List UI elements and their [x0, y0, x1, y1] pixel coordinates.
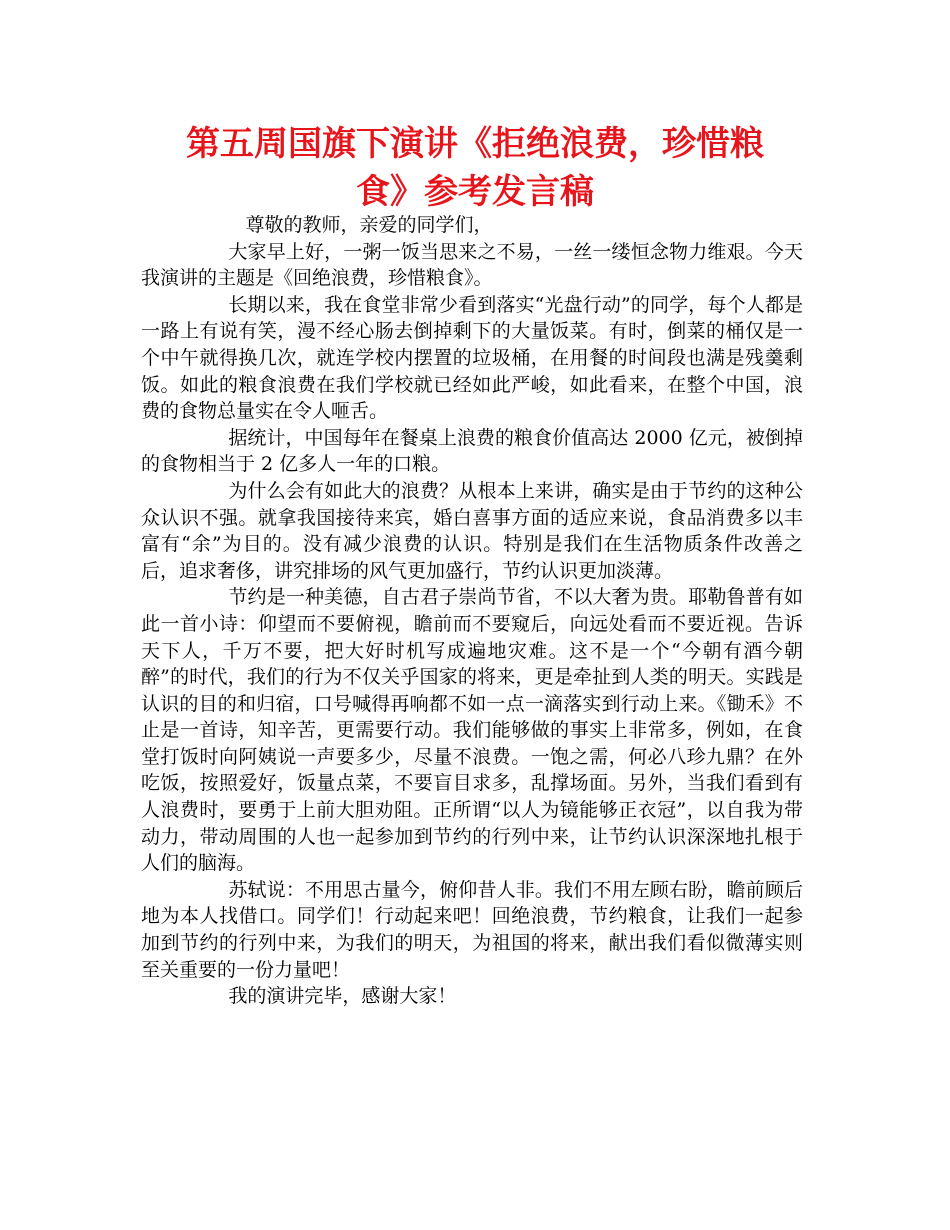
salutation: 尊敬的教师，亲爱的同学们， [245, 214, 493, 236]
paragraph-closing: 我的演讲完毕，感谢大家！ [228, 985, 457, 1008]
paragraph-call-to-action: 苏轼说：不用思古量今，俯仰昔人非。我们不用左顾右盼，瞻前顾后地为本人找借口。同学们！行动起来吧！回绝浪费，节约粮食，让我们一起参加到节约的行列中来，为我们的明天，为祖国的将来，献出我们看似微薄实则至关重要的一份力量吧！ [141, 878, 803, 981]
paragraph-canteen-waste: 长期以来，我在食堂非常少看到落实“光盘行动”的同学，每个人都是一路上有说有笑，漫不经心肠去倒掉剩下的大量饭菜。有时，倒菜的桶仅是一个中午就得换几次，就连学校内摆置的垃圾桶，在用餐的时间段也满是残羹剩饭。如此的粮食浪费在我们学校就已经如此严峻，如此看来，在整个中国，浪费的食物总量实在令人咂舌。 [141, 293, 803, 423]
document-title-line-2: 食》参考发言稿 [356, 172, 594, 212]
paragraph-statistics: 据统计，中国每年在餐桌上浪费的粮食价值高达 2000 亿元，被倒掉的食物相当于 2 亿多人一年的口粮。 [141, 426, 803, 476]
paragraph-thrift-virtue: 节约是一种美德，自古君子崇尚节省，不以大奢为贵。耶勒鲁普有如此一首小诗：仰望而不要俯视，瞻前而不要窥后，向远处看而不要近视。告诉天下人，千万不要，把大好时机写成遍地灾难。这不是一个“今朝有酒今朝醉”的时代，我们的行为不仅关乎国家的将来，更是牵扯到人类的明天。实践是认识的目的和归宿，口号喊得再响都不如一点一滴落实到行动上来。《锄禾》不止是一首诗，知辛苦，更需要行动。我们能够做的事实上非常多，例如，在食堂打饭时向阿姨说一声要多少，尽量不浪费。一饱之需，何必八珍九鼎？在外吃饭，按照爱好，饭量点菜，不要盲目求多，乱撑场面。另外，当我们看到有人浪费时，要勇于上前大胆劝阻。正所谓“以人为镜能够正衣冠”，以自我为带动力，带动周围的人也一起参加到节约的行列中来，让节约认识深深地扎根于人们的脑海。 [141, 586, 803, 875]
paragraph-causes: 为什么会有如此大的浪费？从根本上来讲，确实是由于节约的这种公众认识不强。就拿我国接待来宾，婚白喜事方面的适应来说，食品消费多以丰富有“余”为目的。没有减少浪费的认识。特别是我们在生活物质条件改善之后，追求奢侈，讲究排场的风气更加盛行，节约认识更加淡薄。 [141, 479, 803, 582]
paragraph-greeting: 大家早上好，一粥一饭当思来之不易，一丝一缕恒念物力维艰。今天我演讲的主题是《回绝浪费，珍惜粮食》。 [141, 240, 803, 290]
document-title-line-1: 第五周国旗下演讲《拒绝浪费，珍惜粮 [186, 124, 764, 164]
speech-body [141, 212, 803, 1010]
